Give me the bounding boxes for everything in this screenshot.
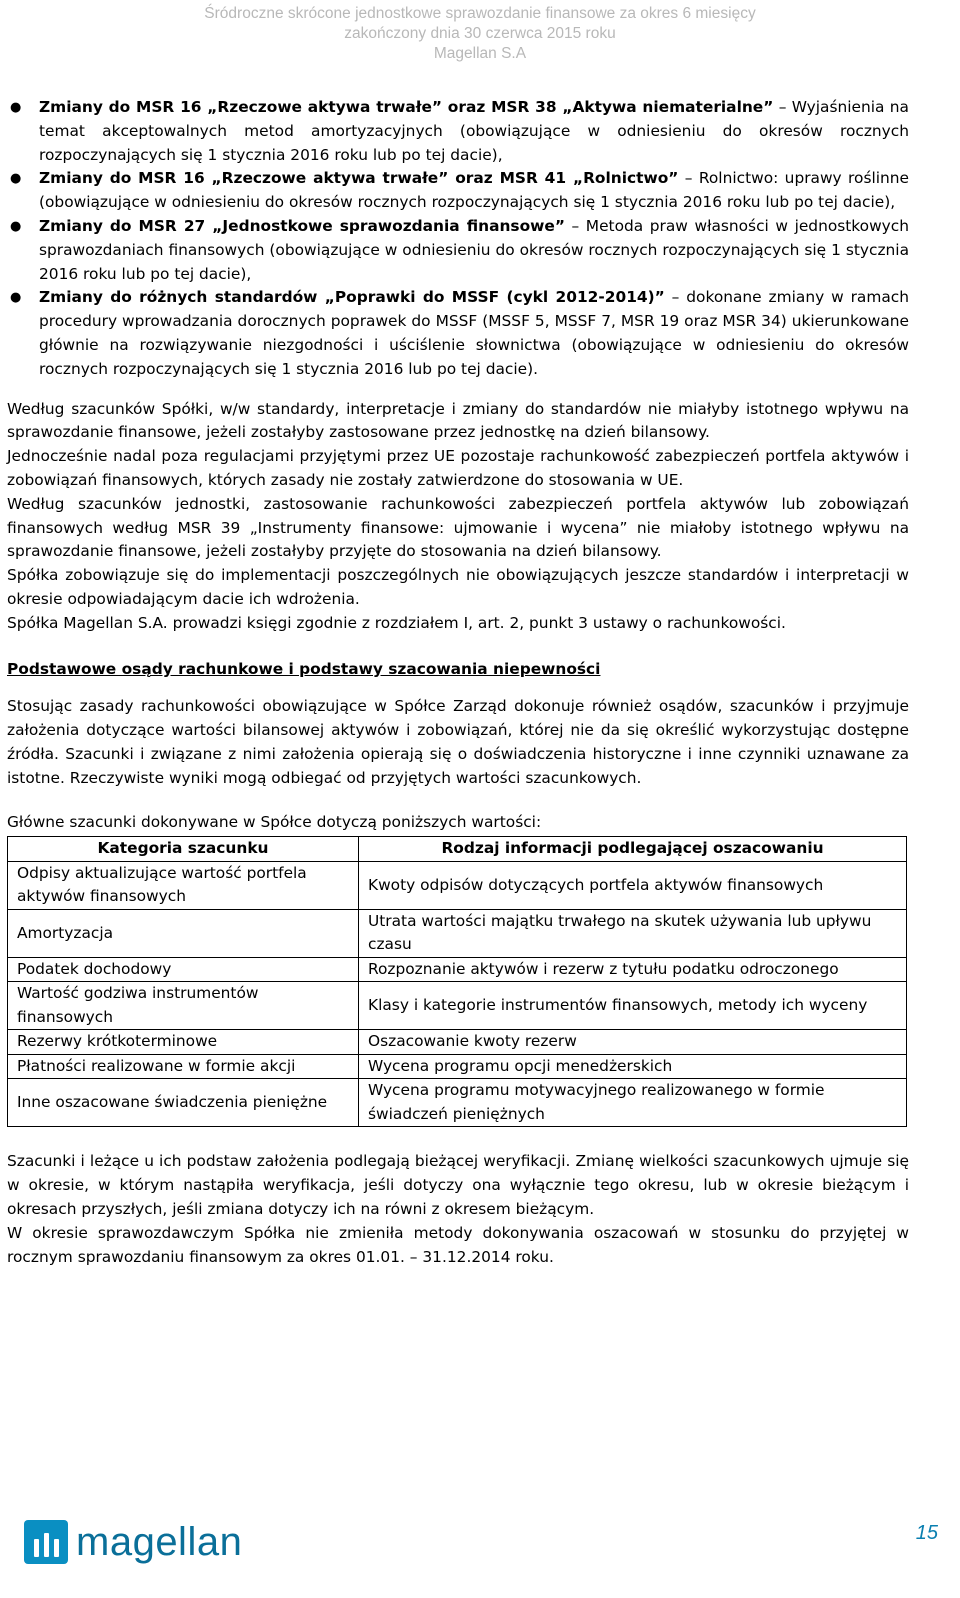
table-cell: Płatności realizowane w formie akcji [8, 1054, 359, 1079]
table-row [8, 957, 907, 982]
table-cell: Inne oszacowane świadczenia pieniężne [8, 1079, 359, 1127]
table-row [8, 1079, 907, 1127]
list-item-title: Zmiany do MSR 16 „Rzeczowe aktywa trwałe” oraz MSR 38 „Aktywa niematerialne” [39, 98, 774, 116]
list-item-text: – Metoda praw własności w jednostkowych sprawozdaniach finansowych (obowiązujące w odniesieniu do okresów rocznych rozpoczynających się 1 stycznia 2016 roku lub po tej dacie), [39, 216, 909, 283]
paragraph: Według szacunków jednostki, zastosowanie rachunkowości zabezpieczeń portfela aktywów lub zobowiązań finansowych według MSR 39 „Instrumenty finansowe: ujmowanie i wycena” nie miałoby istotnego wpływu na sprawozdanie finansowe, jeżeli zostałyby przyjęte do stosowania na dzień bilansowy. [7, 494, 909, 561]
paragraph: Szacunki i leżące u ich podstaw założenia podlegają bieżącej weryfikacji. Zmianę wielkości szacunkowych ujmuje się w okresie, w którym nastąpiła weryfikacja, jeśli dotyczy ona wyłącznie tego okresu, lub w okresie bieżącym i okresach przyszłych, jeśli zmiana dotyczy ich na równi z okresem bieżącym. [7, 1152, 909, 1218]
page-number: 15 [915, 1522, 938, 1544]
list-item-title: Zmiany do MSR 16 „Rzeczowe aktywa trwałe” oraz MSR 41 „Rolnictwo” [39, 169, 679, 188]
table-cell: Klasy i kategorie instrumentów finansowych, metody ich wyceny [359, 982, 907, 1030]
logo-text: magellan [76, 1520, 243, 1564]
list-item-text: – Rolnictwo: uprawy roślinne (obowiązujące w odniesieniu do okresów rocznych rozpoczynających się 1 stycznia 2016 roku lub po tej dacie), [39, 169, 910, 212]
table-row [8, 982, 907, 1030]
bullet-icon: ● [10, 290, 22, 306]
list-item-text: – dokonane zmiany w ramach procedury wprowadzania dorocznych poprawek do MSSF (MSSF 5, MSSF 7, MSR 19 oraz MSR 34) ukierunkowane głównie na rozwiązywanie niezgodności i uściślenie słownictwa (obowiązujące w odniesieniu do okresów rocznych rozpoczynających się 1 stycznia 2016 lub po tej dacie). [39, 288, 909, 378]
table-cell: Utrata wartości majątku trwałego na skutek używania lub upływu czasu [359, 909, 907, 957]
table-cell: Kwoty odpisów dotyczących portfela aktywów finansowych [359, 861, 907, 909]
magellan-logo [24, 1520, 242, 1564]
section-heading: Podstawowe osądy rachunkowe i podstawy szacowania niepewności [7, 659, 601, 678]
table-row [8, 1030, 907, 1055]
table-cell: Rezerwy krótkoterminowe [8, 1030, 359, 1055]
paragraph: Spółka Magellan S.A. prowadzi księgi zgodnie z rozdziałem I, art. 2, punkt 3 ustawy o rachunkowości. [7, 613, 786, 632]
table-cell: Podatek dochodowy [8, 957, 359, 982]
list-item-title: Zmiany do MSR 27 „Jednostkowe sprawozdania finansowe” [39, 216, 565, 235]
column-header: Kategoria szacunku [8, 837, 359, 862]
column-header: Rodzaj informacji podlegającej oszacowaniu [359, 837, 907, 862]
list-item-title: Zmiany do różnych standardów „Poprawki do MSSF (cykl 2012-2014)” [39, 288, 665, 307]
table-header-row [8, 837, 907, 862]
page-content [7, 96, 909, 1269]
header-line-2: zakończony dnia 30 czerwca 2015 roku [344, 25, 616, 42]
list-item-text: – Wyjaśnienia na temat akceptowalnych metod amortyzacyjnych (obowiązujące w odniesieniu do okresów rocznych rozpoczynających się 1 stycznia 2016 roku lub po tej dacie), [39, 98, 909, 164]
table-cell: Wycena programu opcji menedżerskich [359, 1054, 907, 1079]
table-cell: Wycena programu motywacyjnego realizowanego w formie świadczeń pieniężnych [359, 1079, 907, 1127]
table-cell: Rozpoznanie aktywów i rezerw z tytułu podatku odroczonego [359, 957, 907, 982]
paragraph: Według szacunków Spółki, w/w standardy, interpretacje i zmiany do standardów nie miałyby istotnego wpływu na sprawozdanie finansowe, jeżeli zostałyby zastosowane przez jednostkę na dzień bilansowy. [7, 399, 909, 442]
list-item [7, 286, 909, 381]
header-line-1: Śródroczne skrócone jednostkowe sprawozdanie finansowe za okres 6 miesięcy [204, 5, 756, 22]
list-item [7, 96, 909, 167]
bullet-icon: ● [10, 100, 22, 115]
table-row [8, 861, 907, 909]
list-item [7, 167, 909, 215]
paragraph: Spółka zobowiązuje się do implementacji poszczególnych nie obowiązujących jeszcze standardów i interpretacji w okresie odpowiadającym dacie ich wdrożenia. [7, 566, 909, 608]
header-line-3: Magellan S.A [433, 45, 527, 62]
bullet-icon: ● [10, 171, 22, 187]
standards-list [7, 96, 909, 382]
table-cell: Wartość godziwa instrumentów finansowych [8, 982, 359, 1030]
table-cell: Oszacowanie kwoty rezerw [359, 1030, 907, 1055]
table-intro: Główne szacunki dokonywane w Spółce dotyczą poniższych wartości: [7, 812, 542, 831]
paragraph: Jednocześnie nadal poza regulacjami przyjętymi przez UE pozostaje rachunkowość zabezpieczeń portfela aktywów i zobowiązań finansowych, których zasady nie zostały zatwierdzone do stosowania w UE. [7, 447, 909, 489]
paragraph: W okresie sprawozdawczym Spółka nie zmieniła metody dokonywania oszacowań w stosunku do przyjętej w rocznym sprawozdaniu finansowym za okres 01.01. – 31.12.2014 roku. [7, 1223, 909, 1266]
bullet-icon: ● [10, 218, 22, 234]
estimates-table [7, 836, 907, 1127]
table-row [8, 909, 907, 957]
running-header [0, 4, 960, 64]
section-body: Stosując zasady rachunkowości obowiązujące w Spółce Zarząd dokonuje również osądów, szacunków i przyjmuje założenia dotyczące wartości bilansowej aktywów i zobowiązań, której nie da się określić wykorzystując dostępne źródła. Szacunki i związane z nimi założenia opierają się o doświadczenia historyczne i inne czynniki uznawane za istotne. Rzeczywiste wyniki mogą odbiegać od przyjętych wartości szacunkowych. [7, 697, 909, 787]
table-row [8, 1054, 907, 1079]
table-cell: Amortyzacja [8, 909, 359, 957]
table-cell: Odpisy aktualizujące wartość portfela aktywów finansowych [8, 861, 359, 909]
list-item [7, 215, 909, 286]
logo-mark-icon [24, 1520, 68, 1564]
